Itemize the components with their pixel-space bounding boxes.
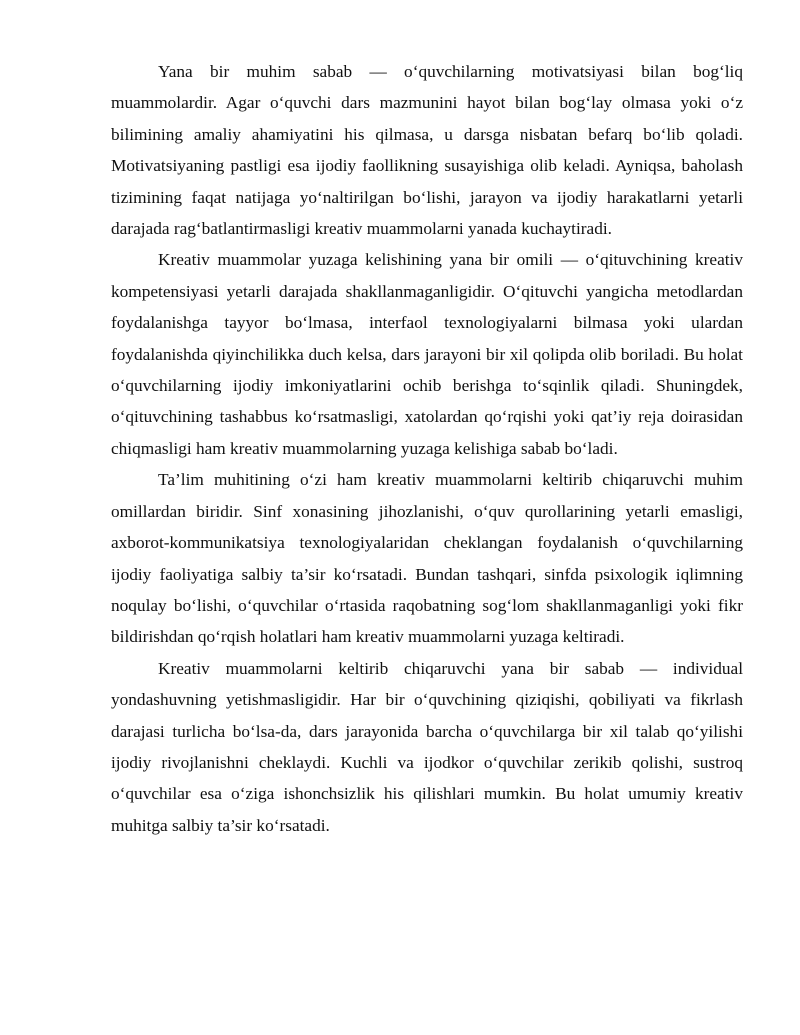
paragraph-learning-environment: Ta’lim muhitining o‘zi ham kreativ muammolarni keltirib chiqaruvchi muhim omillardan biridir. Sinf xonasining jihozlanishi, o‘quv qurollarining yetarli emasligi, axborot-kommunikatsiya texnologiyalaridan cheklangan foydalanish o‘quvchilarning ijodiy faoliyatiga salbiy ta’sir ko‘rsatadi. Bundan tashqari, sinfda psixologik iqlimning noqulay bo‘lishi, o‘quvchilar o‘rtasida raqobatning sog‘lom shakllanmaganligi yoki fikr bildirishdan qo‘rqish holatlari ham kreativ muammolarni yuzaga keltiradi. <box>111 470 743 647</box>
paragraph-motivation: Yana bir muhim sabab — o‘quvchilarning motivatsiyasi bilan bog‘liq muammolardir. Agar o‘quvchi dars mazmunini hayot bilan bog‘lay olmasa yoki o‘z bilimining amaliy ahamiyatini his qilmasa, u darsga nisbatan befarq bo‘lib qoladi. Motivatsiyaning pastligi esa ijodiy faollikning susayishiga olib keladi. Ayniqsa, baholash tizimining faqat natijaga yo‘naltirilgan bo‘lishi, jarayon va ijodiy harakatlarni yetarli darajada rag‘batlantirmasligi kreativ muammolarni yanada kuchaytiradi. <box>111 62 743 239</box>
paragraph-teacher-competence: Kreativ muammolar yuzaga kelishining yana bir omili — o‘qituvchining kreativ kompetensiyasi yetarli darajada shakllanmaganligidir. O‘qituvchi yangicha metodlardan foydalanishga tayyor bo‘lmasa, interfaol texnologiyalarni bilmasa yoki ulardan foydalanishda qiyinchilikka duch kelsa, dars jarayoni bir xil qolipda olib boriladi. Bu holat o‘quvchilarning ijodiy imkoniyatlarini ochib berishga to‘sqinlik qiladi. Shuningdek, o‘qituvchining tashabbus ko‘rsatmasligi, xatolardan qo‘rqishi yoki qat’iy reja doirasidan chiqmasligi ham kreativ muammolarning yuzaga kelishiga sabab bo‘ladi. <box>111 250 743 458</box>
document-page <box>111 56 743 841</box>
paragraph-individual-approach: Kreativ muammolarni keltirib chiqaruvchi yana bir sabab — individual yondashuvning yetishmasligidir. Har bir o‘quvchining qiziqishi, qobiliyati va fikrlash darajasi turlicha bo‘lsa-da, dars jarayonida barcha o‘quvchilarga bir xil talab qo‘yilishi ijodiy rivojlanishni cheklaydi. Kuchli va ijodkor o‘quvchilar zerikib qolishi, sustroq o‘quvchilar esa o‘ziga ishonchsizlik his qilishlari mumkin. Bu holat umumiy kreativ muhitga salbiy ta’sir ko‘rsatadi. <box>111 658 743 835</box>
